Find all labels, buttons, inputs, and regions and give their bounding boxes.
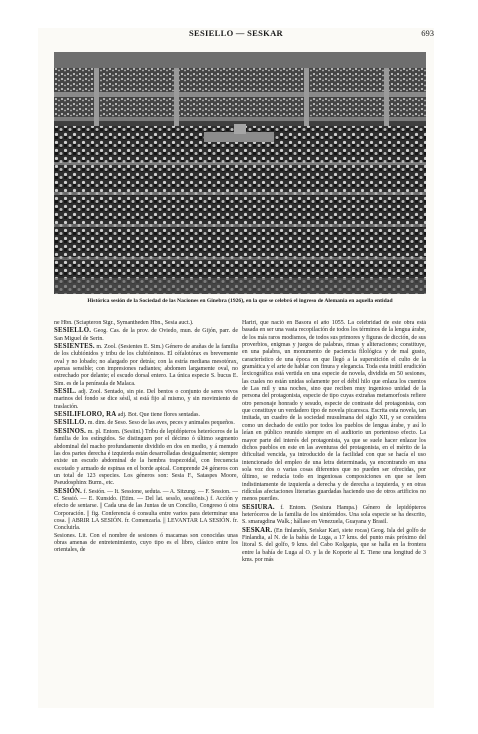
entry-headword: SESILLO. [54, 419, 87, 427]
left-text-column [54, 320, 238, 702]
entry-headword: SESIELLO. [54, 327, 92, 335]
entry-text: Hariri, que nació en Basora el año 1055. La celebridad de este obra está basada en ser una vasta recopilación de todos los términos de la lengua árabe, de los más raros modismos, de todos sus primores y figuras de dicción, de sus proverbios, enigmas y juegos de palabras, rimas y aliteraciones; constituye, en una palabra, un monumento de paciencia filológica y de mal gusto, característico de una época en que llegó a la superstición el culto de la gramática y el arte de hablar con finura y elegancia. Toda esta inútil erudición lexicográfica está vertida en una especie de novela, dividida en 50 sesiones, las cuales no están unidas solamente por el débil hilo que enlaza los cuentos de Las mil y una noches, sino que reciben muy ingenioso unidad de la persona del protagonista, especie de tipo cuyas extrañas metamorfosis refiere otro personaje honrado y sesudo, especie de contraste del protagonista, con que constituye un verdadero tipo de novela picaresca. Escrita esta novela, tan imitada, un cuadro de la sociedad musulmana del siglo XII, y se considera como un dechado de estilo por todos los pueblos de lengua árabe, y así lo leían en público reunido siempre en el auditorio un portentoso efecto. La mayor parte del interés del protagonista, ya que se suele hacer enlazar los dichos pueblos en este en las aventuras del protagonista, en el mérito de la dificultad vencida, ya introducido de la facilidad con que se hacía el uso intencionado del empleo de una letra determinada, ya encontrando en una sola voz dos o varias cosas diferentes que no pueden ser ofrecidas, por último, se reducía todo en ingeniosas composiciones en que se leen indistintamente de izquierda a derecha y de derecha a izquierda, y en otras ridículas afectaciones literarias guardadas haciendo uso de otros artificios no menos pueriles. [242, 320, 426, 503]
dictionary-entry [54, 320, 238, 327]
entry-text: m. pl. Entom. (Sesiini.) Tribu de lepidópteros heteróceros de la familia de los estíngidos. Se distinguen por el décimo ó último segmento abdominal del macho profundamente dividido en dos en medio, y á menudo las dos partes derecha é izquierda están desarrolladas desigualmente; siempre existe un escudo abdominal de la hembra trapezoidal, con frecuencia escotado y armado de espinas en el borde apical. Comprende 24 géneros con un total de 123 especies. Los géneros son: Sesia F., Sataspes Moore, Pseudosphinx Burm., etc. [54, 428, 238, 487]
assembly-photograph [54, 52, 426, 294]
dictionary-entry [54, 388, 238, 411]
dictionary-entry [54, 488, 238, 533]
dictionary-entry [54, 533, 238, 555]
figure-caption: Histórica sesión de la Sociedad de las Naciones en Ginebra (1926), en la que se celebró el ingreso de Alemania en aquella entidad [87, 298, 393, 304]
entry-text: m. dim. de Seso. Seso de las aves, peces y animales pequeños. [87, 420, 235, 427]
entry-headword: SESIÓN. [54, 487, 83, 495]
entry-headword: SESINOS. [54, 427, 87, 435]
running-head-title: SESIELLO — SESKAR [189, 28, 283, 38]
entry-text: Sesiones. Lit. Con el nombre de sesiones ó macamas son conocidas unas obras amenas de entretenimiento, cuyo tipo es el libro, clásico entre los orientales, de [54, 532, 238, 554]
dictionary-entry [54, 428, 238, 488]
entry-headword: SESIURA. [242, 503, 275, 511]
entry-text: f. Entom. (Sesiura Hampa.) Género de lepidópteros heteróceros de la familia de los sintómidos. Una sola especie se ha descrito, S. smaragdina Walk.; hállase en Venezuela, Guayana y Brasil. [242, 504, 426, 526]
entry-headword: SESKAR. [242, 526, 273, 534]
entry-text: (En finlandés, Seiskar Kari, siete rocas) Geog. Isla del golfo de Finlandia, al N. de la bahía de Luga, a 17 kms. del punto más próximo del litoral S. del golfo, 9 kms. del Cabo Kolgapia, que se halla en la frontera entre la bahía de Luga al O. y la de Koporie al E. Tiene una longitud de 3 kms. por más [242, 527, 426, 563]
dictionary-entry [54, 419, 238, 427]
dictionary-entry [242, 320, 426, 504]
dictionary-entry [242, 527, 426, 565]
entry-text: adj. Zool. Sentado, sin pie. Del bentos o conjunto de seres vivos marinos del fondo se dice sésil, si está fijo al mismo, y sin movimiento de traslación. [54, 389, 238, 410]
entry-text: Geog. Cas. de la prov. de Oviedo, mun. de Gijón, parr. de San Miguel de Serin. [54, 328, 238, 342]
running-head [38, 28, 434, 42]
entry-headword: SESIENTES. [54, 343, 95, 351]
entry-text: f. Sesión. — It. Sessione, seduta. — A. Sitzung. — F. Session. — C. Sessió. — E. Kunsido. (Etim. — Del lat. sessĭo, sessiōnis.) f. Acción y efecto de sentarse. || Cada una de las Juntas de un Concilio, Congreso ú otra Corporación. || fig. Conferencia ó consulta entre varios para determinar una cosa. || ABRIR LA SESIÓN. fr. Comenzarla. || LEVANTAR LA SESIÓN. fr. Concluirla. [54, 488, 238, 532]
dictionary-entry [54, 343, 238, 388]
dictionary-entry [242, 504, 426, 527]
dictionary-entry [54, 411, 238, 419]
book-page [38, 28, 434, 708]
right-text-column [242, 320, 426, 702]
entry-text: m. Zool. (Sesientes E. Sim.) Género de arañas de la familia de los clubiónidos y tribu de los clubióninos. El céfalotórax es brevemente oval y no lobado; no alargado por detrás; con la estría mediana mesotórax, apenas sensible; con impresiones radiantes; abdomen largamente oval, no estrechado por delante; el escudo dorsal entero. La única especie S. bucus E. Sim. es de la península de Malaca. [54, 344, 238, 387]
entry-text: ne Hbn. (Sciapteron Stgr., Symantheden Hbn., Sesia auct.). [54, 320, 194, 326]
entry-headword: SESILIFLORO, RA [54, 411, 117, 419]
dictionary-entry [54, 327, 238, 343]
entry-text: adj. Bot. Que tiene flores sentadas. [117, 412, 200, 419]
entry-headword: SESIL. [54, 388, 77, 396]
assembly-hall-illustration [54, 52, 426, 294]
page-number: 693 [421, 28, 434, 38]
